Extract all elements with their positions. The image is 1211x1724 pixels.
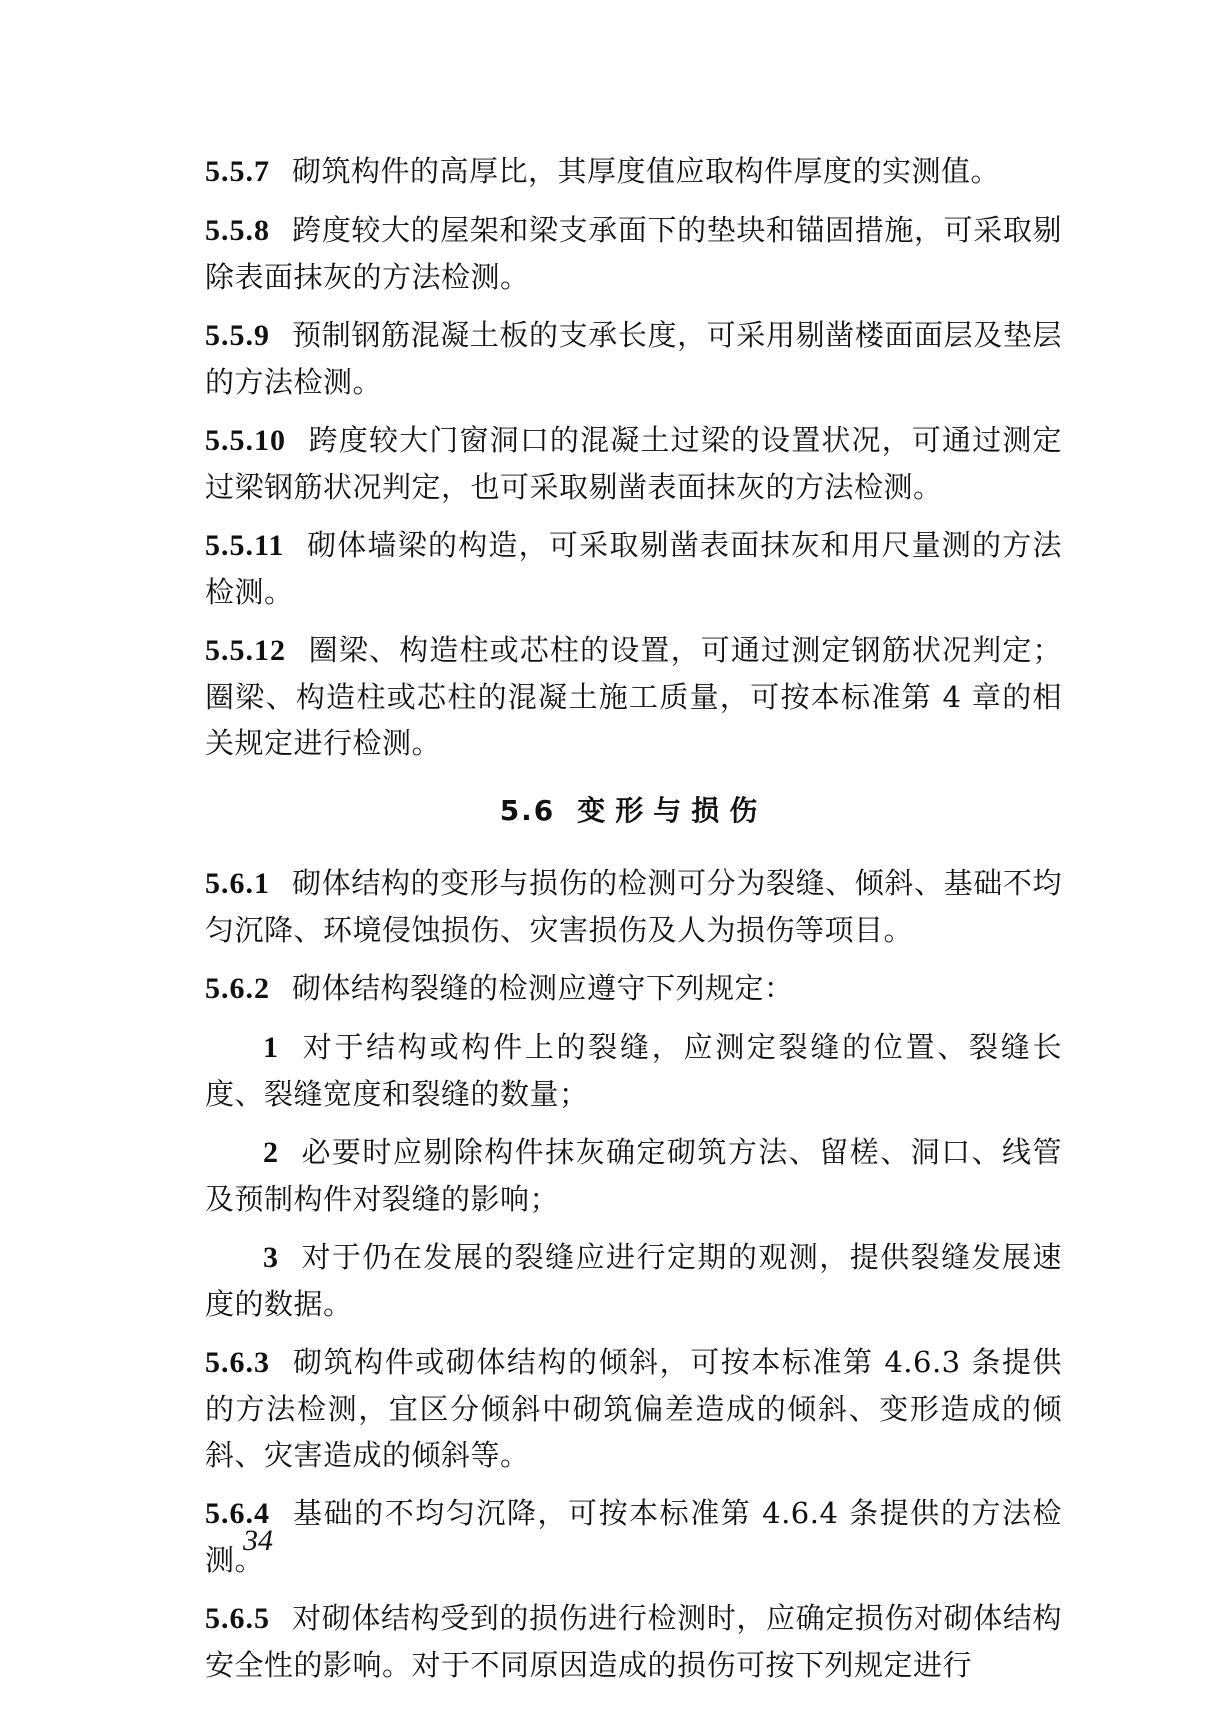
page-number: 34 <box>243 1524 273 1557</box>
list-item-text: 对于仍在发展的裂缝应进行定期的观测，提供裂缝发展速度的数据。 <box>205 1240 1062 1321</box>
clause-number: 5.5.7 <box>205 155 270 188</box>
clause-text: 预制钢筋混凝土板的支承长度，可采用剔凿楼面面层及垫层的方法检测。 <box>205 318 1062 399</box>
clause-text: 砌筑构件或砌体结构的倾斜，可按本标准第 4.6.3 条提供的方法检测，宜区分倾斜中砌筑偏差造成的倾斜、变形造成的倾斜、灾害造成的倾斜等。 <box>205 1345 1062 1472</box>
clause-5-6-3 <box>205 1339 1062 1478</box>
clause-text: 砌体墙梁的构造，可采取剔凿表面抹灰和用尺量测的方法检测。 <box>205 528 1062 609</box>
list-item <box>205 1234 1062 1327</box>
clause-text: 基础的不均匀沉降，可按本标准第 4.6.4 条提供的方法检测。 <box>205 1496 1062 1577</box>
clause-number: 5.6.2 <box>205 972 270 1005</box>
clause-text: 砌体结构的变形与损伤的检测可分为裂缝、倾斜、基础不均匀沉降、环境侵蚀损伤、灾害损伤及人为损伤等项目。 <box>205 866 1062 947</box>
clause-5-6-1 <box>205 860 1062 953</box>
clause-text: 圈梁、构造柱或芯柱的设置，可通过测定钢筋状况判定；圈梁、构造柱或芯柱的混凝土施工质量，可按本标准第 4 章的相关规定进行检测。 <box>205 633 1062 760</box>
clause-5-6-5 <box>205 1595 1062 1688</box>
clause-text: 砌体结构裂缝的检测应遵守下列规定： <box>292 971 794 1005</box>
list-item-text: 对于结构或构件上的裂缝，应测定裂缝的位置、裂缝长度、裂缝宽度和裂缝的数量； <box>205 1030 1062 1111</box>
list-item-number: 3 <box>263 1241 279 1274</box>
clause-number: 5.5.8 <box>205 214 270 247</box>
clause-5-5-11 <box>205 522 1062 615</box>
section-heading <box>205 788 1062 834</box>
clause-number: 5.5.10 <box>205 424 286 457</box>
clause-text: 对砌体结构受到的损伤进行检测时，应确定损伤对砌体结构安全性的影响。对于不同原因造成的损伤可按下列规定进行 <box>205 1601 1062 1682</box>
section-heading-title: 变形与损伤 <box>577 794 768 827</box>
clause-number: 5.5.9 <box>205 319 270 352</box>
clause-5-6-4 <box>205 1490 1062 1583</box>
clause-number: 5.6.1 <box>205 867 270 900</box>
section-heading-number: 5.6 <box>499 794 556 827</box>
clause-5-6-2 <box>205 965 1062 1012</box>
list-item-number: 1 <box>263 1031 279 1064</box>
clause-number: 5.5.11 <box>205 529 285 562</box>
list-item <box>205 1024 1062 1117</box>
list-item-text: 必要时应剔除构件抹灰确定砌筑方法、留槎、洞口、线管及预制构件对裂缝的影响； <box>205 1135 1062 1216</box>
clause-number: 5.5.12 <box>205 634 286 667</box>
clause-number: 5.6.4 <box>205 1497 270 1530</box>
clause-number: 5.6.3 <box>205 1346 270 1379</box>
clause-5-5-10 <box>205 417 1062 510</box>
clause-5-5-8 <box>205 207 1062 300</box>
list-item <box>205 1129 1062 1222</box>
clause-text: 跨度较大门窗洞口的混凝土过梁的设置状况，可通过测定过梁钢筋状况判定，也可采取剔凿表面抹灰的方法检测。 <box>205 423 1062 504</box>
clause-5-5-9 <box>205 312 1062 405</box>
clause-5-5-12 <box>205 627 1062 766</box>
clause-text: 跨度较大的屋架和梁支承面下的垫块和锚固措施，可采取剔除表面抹灰的方法检测。 <box>205 213 1062 294</box>
document-page <box>205 148 1062 1700</box>
clause-number: 5.6.5 <box>205 1602 270 1635</box>
clause-5-5-7 <box>205 148 1062 195</box>
clause-text: 砌筑构件的高厚比，其厚度值应取构件厚度的实测值。 <box>292 154 1001 188</box>
list-item-number: 2 <box>263 1136 279 1169</box>
